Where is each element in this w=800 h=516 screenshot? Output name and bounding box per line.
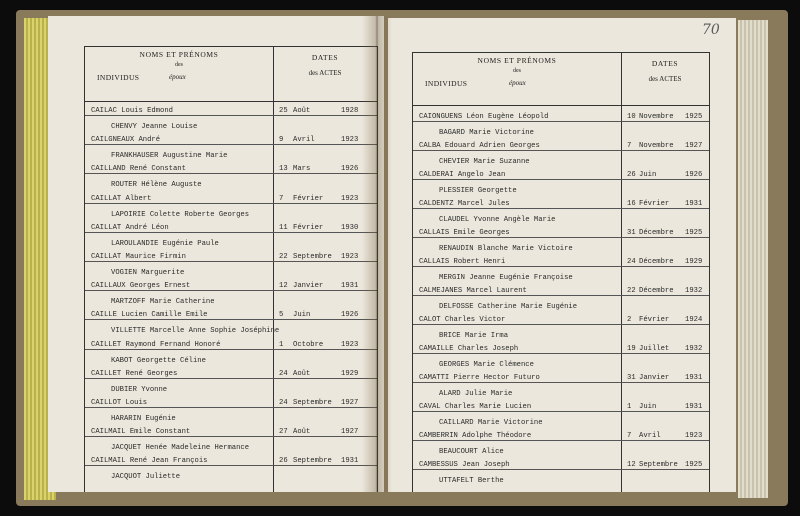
- wife-name: DUBIER Yvonne: [111, 385, 168, 394]
- header-epoux: époux: [169, 73, 186, 81]
- entry-rule: [85, 203, 377, 204]
- wife-name: BEAUCOURT Alice: [439, 448, 504, 456]
- entry-rule: [413, 440, 709, 441]
- act-year: 1923: [341, 136, 359, 145]
- wife-name: CLAUDEL Yvonne Angèle Marie: [439, 216, 556, 224]
- act-day: 5: [279, 311, 284, 320]
- right-page: [388, 18, 736, 492]
- wife-name: KABOT Georgette Céline: [111, 356, 206, 365]
- wife-name: DELFOSSE Catherine Marie Eugénie: [439, 303, 578, 311]
- wife-name: FRANKHAUSER Augustine Marie: [111, 152, 228, 161]
- husband-name: CAILLOT Louis: [91, 399, 148, 407]
- act-month: Décembre: [639, 287, 674, 295]
- act-day: 26: [627, 171, 636, 179]
- act-year: 1925: [685, 461, 703, 469]
- entry-rule: [85, 232, 377, 233]
- act-year: 1931: [341, 457, 359, 466]
- entry-rule: [85, 407, 377, 408]
- wife-name: MERGIN Jeanne Eugénie Françoise: [439, 274, 573, 282]
- wife-name: BAGARD Marie Victorine: [439, 129, 534, 137]
- act-year: 1925: [685, 229, 703, 237]
- act-day: 10: [627, 113, 636, 121]
- husband-name: CAILMAIL René Jean François: [91, 457, 208, 466]
- entry-rule: [413, 121, 709, 122]
- wife-name: CHEVIER Marie Suzanne: [439, 158, 530, 166]
- header-des-actes: des ACTES: [648, 75, 682, 83]
- act-year: 1929: [685, 258, 703, 266]
- act-month: Juin: [639, 171, 657, 179]
- act-day: 7: [279, 194, 284, 203]
- left-register-table: [84, 46, 378, 492]
- entry-rule: [85, 173, 377, 174]
- act-year: 1923: [341, 194, 359, 203]
- wife-name: GEORGES Marie Clémence: [439, 361, 534, 369]
- wife-name: VOGIEN Marguerite: [111, 269, 185, 277]
- act-year: 1926: [341, 311, 359, 320]
- husband-name: CALLAIS Robert Henri: [419, 258, 506, 266]
- act-month: Septembre: [293, 399, 332, 407]
- act-year: 1931: [685, 200, 703, 208]
- act-year: 1931: [685, 374, 703, 382]
- header-individus: INDIVIDUS: [97, 73, 140, 82]
- husband-name: CAILLET René Georges: [91, 369, 178, 378]
- book-gutter: [362, 16, 392, 492]
- act-day: 7: [627, 142, 632, 150]
- wife-name: JACQUOT Juliette: [111, 473, 181, 482]
- page-number: 70: [702, 22, 720, 38]
- act-year: 1931: [685, 403, 703, 411]
- act-month: Septembre: [293, 253, 332, 261]
- act-year: 1929: [341, 369, 359, 378]
- entry-rule: [85, 349, 377, 350]
- act-year: 1924: [685, 316, 703, 324]
- act-year: 1923: [685, 432, 703, 440]
- header-individus: INDIVIDUS: [425, 79, 468, 88]
- act-year: 1923: [341, 340, 359, 349]
- husband-name: CAIONGUENS Léon Eugène Léopold: [419, 113, 549, 121]
- header-des: des: [513, 68, 521, 74]
- act-year: 1927: [341, 399, 359, 407]
- husband-name: CAMAILLE Charles Joseph: [419, 345, 519, 353]
- act-month: Avril: [639, 432, 661, 440]
- act-day: 11: [279, 223, 288, 232]
- husband-name: CALDERAI Angelo Jean: [419, 171, 506, 179]
- act-month: Juin: [639, 403, 657, 411]
- husband-name: CALLAIS Emile Georges: [419, 229, 510, 237]
- husband-name: CAILLAT Maurice Firmin: [91, 253, 186, 261]
- act-year: 1930: [341, 223, 359, 232]
- husband-name: CAILLET Raymond Fernand Honoré: [91, 340, 221, 349]
- act-day: 27: [279, 428, 288, 437]
- act-year: 1932: [685, 287, 703, 295]
- header-dates: DATES: [311, 53, 339, 62]
- act-day: 16: [627, 200, 636, 208]
- wife-name: LAROULANDIE Eugénie Paule: [111, 239, 219, 248]
- entry-rule: [413, 295, 709, 296]
- husband-name: CAILLAND René Constant: [91, 165, 186, 174]
- husband-name: CAILLAUX Georges Ernest: [91, 282, 191, 291]
- act-month: Décembre: [639, 258, 674, 266]
- act-day: 1: [627, 403, 632, 411]
- act-month: Novembre: [639, 113, 674, 121]
- husband-name: CALDENTZ Marcel Jules: [419, 200, 510, 208]
- entry-rule: [413, 324, 709, 325]
- act-day: 24: [279, 399, 288, 407]
- header-dates: DATES: [651, 59, 679, 68]
- wife-name: HARARIN Eugénie: [111, 415, 176, 423]
- entry-rule: [413, 208, 709, 209]
- wife-name: ALARD Julie Marie: [439, 390, 513, 398]
- header-epoux: époux: [509, 79, 526, 87]
- wife-name: CHENVY Jeanne Louise: [111, 123, 198, 131]
- husband-name: CAILLE Lucien Camille Emile: [91, 311, 208, 320]
- husband-name: CAILMAIL Emile Constant: [91, 428, 191, 437]
- entry-rule: [85, 290, 377, 291]
- header-des: des: [175, 62, 183, 68]
- act-month: Août: [293, 107, 311, 115]
- right-register-table: [412, 52, 710, 492]
- act-day: 31: [627, 229, 636, 237]
- act-month: Décembre: [639, 229, 674, 237]
- act-day: 13: [279, 165, 288, 174]
- act-year: 1926: [341, 165, 359, 174]
- header-names-title: NOMS ET PRÉNOMS: [139, 50, 219, 59]
- act-month: Février: [639, 200, 670, 208]
- entry-rule: [413, 469, 709, 470]
- act-month: Novembre: [639, 142, 674, 150]
- act-month: Avril: [293, 136, 315, 145]
- entry-rule: [413, 266, 709, 267]
- entry-rule: [413, 150, 709, 151]
- act-day: 12: [279, 282, 288, 291]
- husband-name: CALMEJANES Marcel Laurent: [419, 287, 527, 295]
- act-day: 22: [627, 287, 636, 295]
- act-month: Août: [293, 428, 311, 437]
- act-year: 1928: [341, 107, 359, 115]
- husband-name: CALOT Charles Victor: [419, 316, 506, 324]
- wife-name: RENAUDIN Blanche Marie Victoire: [439, 245, 573, 253]
- husband-name: CAMBESSUS Jean Joseph: [419, 461, 510, 469]
- wife-name: BRICE Marie Irma: [439, 332, 509, 340]
- entry-rule: [85, 115, 377, 116]
- entry-rule: [85, 144, 377, 145]
- act-year: 1927: [341, 428, 359, 437]
- act-day: 12: [627, 461, 636, 469]
- act-year: 1923: [341, 253, 359, 261]
- wife-name: LAPOIRIE Colette Roberte Georges: [111, 210, 250, 219]
- act-day: 31: [627, 374, 636, 382]
- register-entry: [413, 455, 709, 492]
- act-year: 1926: [685, 171, 703, 179]
- act-day: 7: [627, 432, 632, 440]
- husband-name: CAILLAT Albert: [91, 194, 152, 203]
- act-year: 1932: [685, 345, 703, 353]
- act-month: Septembre: [293, 457, 332, 466]
- act-day: 24: [627, 258, 636, 266]
- act-month: Janvier: [293, 282, 324, 291]
- act-month: Mars: [293, 165, 311, 174]
- husband-name: CAILLAT André Léon: [91, 223, 169, 232]
- wife-name: CAILLARD Marie Victorine: [439, 419, 543, 427]
- act-day: 1: [279, 340, 284, 349]
- wife-name: MARTZOFF Marie Catherine: [111, 298, 215, 307]
- wife-name: ROUTER Hélène Auguste: [111, 181, 202, 190]
- entry-rule: [85, 378, 377, 379]
- act-month: Juillet: [639, 345, 670, 353]
- right-page-edges: [738, 20, 768, 498]
- husband-name: CAILAC Louis Edmond: [91, 107, 173, 115]
- act-day: 19: [627, 345, 636, 353]
- act-year: 1931: [341, 282, 359, 291]
- husband-name: CAMBERRIN Adolphe Théodore: [419, 432, 532, 440]
- wife-name: VILLETTE Marcelle Anne Sophie Joséphine: [111, 327, 280, 336]
- husband-name: CAMATTI Pierre Hector Futuro: [419, 374, 540, 382]
- entry-rule: [85, 436, 377, 437]
- entry-rule: [85, 261, 377, 262]
- husband-name: CAVAL Charles Marie Lucien: [419, 403, 532, 411]
- entry-rule: [85, 319, 377, 320]
- act-month: Février: [639, 316, 670, 324]
- act-day: 2: [627, 316, 632, 324]
- act-month: Juin: [293, 311, 311, 320]
- entry-rule: [413, 353, 709, 354]
- header-des-actes: des ACTES: [308, 69, 342, 77]
- wife-name: UTTAFELT Berthe: [439, 477, 504, 485]
- entry-rule: [85, 465, 377, 466]
- act-month: Février: [293, 194, 324, 203]
- entry-rule: [413, 179, 709, 180]
- table-header: [85, 47, 377, 102]
- entry-rule: [413, 411, 709, 412]
- husband-name: CAILGNEAUX André: [91, 136, 161, 145]
- register-entry: [85, 451, 377, 489]
- act-month: Septembre: [639, 461, 678, 469]
- table-header: [413, 53, 709, 106]
- act-day: 26: [279, 457, 288, 466]
- left-page: [48, 16, 384, 492]
- act-day: 25: [279, 107, 288, 115]
- act-month: Août: [293, 369, 311, 378]
- act-day: 24: [279, 369, 288, 378]
- act-month: Février: [293, 223, 324, 232]
- act-year: 1925: [685, 113, 703, 121]
- act-month: Janvier: [639, 374, 670, 382]
- entry-rule: [413, 237, 709, 238]
- wife-name: PLESSIER Georgette: [439, 187, 517, 195]
- act-year: 1927: [685, 142, 703, 150]
- husband-name: CALBA Edouard Adrien Georges: [419, 142, 540, 150]
- entry-rule: [413, 382, 709, 383]
- header-names-title: NOMS ET PRÉNOMS: [477, 56, 557, 65]
- act-day: 9: [279, 136, 284, 145]
- wife-name: JACQUET Henée Madeleine Hermance: [111, 444, 250, 453]
- act-month: Octobre: [293, 340, 324, 349]
- act-day: 22: [279, 253, 288, 261]
